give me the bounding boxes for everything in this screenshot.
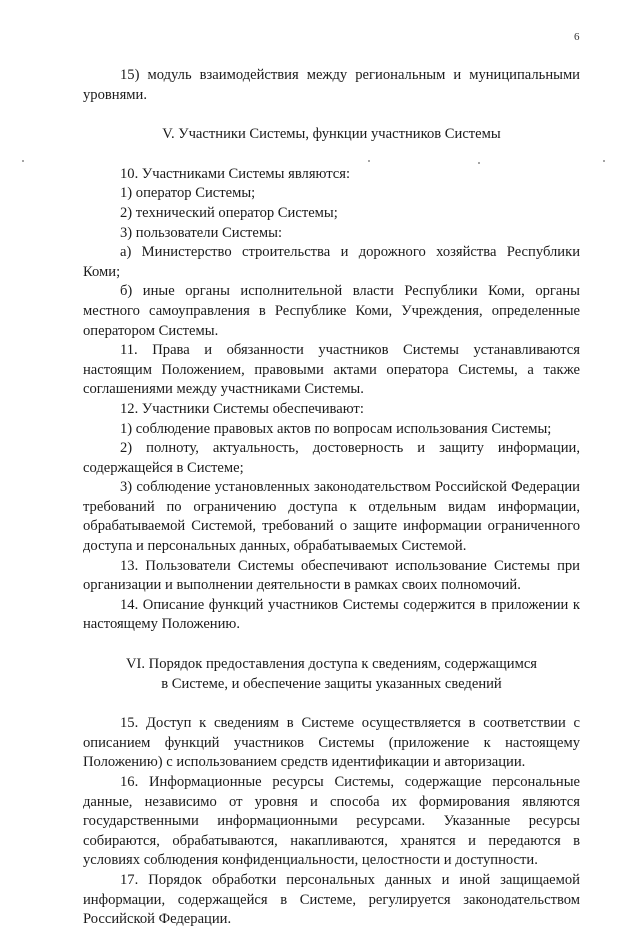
paragraph-15: 15. Доступ к сведениям в Системе осуществляется в соответствии с описанием функций участников Системы (приложение к настоящему Положению) с использованием средств идентификации и авторизации.	[83, 715, 580, 771]
paragraph-13: 13. Пользователи Системы обеспечивают использование Системы при организации и выполнении деятельности в рамках своих полномочий.	[83, 557, 580, 594]
paragraph-10-item-1: 1) оператор Системы;	[120, 185, 256, 202]
paragraph-12-item-2: 2) полноту, актуальность, достоверность и защиту информации, содержащейся в Системе;	[83, 440, 580, 476]
paragraph-10-item-3b: б) иные органы исполнительной власти Республики Коми, органы местного самоуправления в Республике Коми, Учреждения, определенные оператором Системы.	[83, 283, 580, 339]
section-6-heading	[83, 655, 580, 694]
section-6-heading-line-1: VI. Порядок предоставления доступа к сведениям, содержащимся	[125, 656, 538, 673]
paragraph-15-module: 15) модуль взаимодействия между региональным и муниципальными уровнями.	[83, 67, 580, 103]
paragraph-10-item-3a: а) Министерство строительства и дорожного хозяйства Республики Коми;	[83, 244, 580, 280]
paragraph-11: 11. Права и обязанности участников Системы устанавливаются настоящим Положением, правовыми актами оператора Системы, а также соглашениями между участниками Системы.	[83, 342, 580, 398]
paragraph-10-item-2: 2) технический оператор Системы;	[120, 204, 338, 221]
section-6-heading-line-2: в Системе, и обеспечение защиты указанных сведений	[161, 675, 502, 692]
scan-speck	[603, 160, 605, 162]
paragraph-12-item-3: 3) соблюдение установленных законодательством Российской Федерации требований по ограничению доступа к отдельным видам информации, обрабатываемой Системой, требований о защите информации ограниченного доступа и персональных данных, обрабатываемых Системой.	[83, 479, 580, 555]
paragraph-10-item-3: 3) пользователи Системы:	[120, 224, 282, 241]
document-body	[83, 66, 580, 930]
paragraph-10: 10. Участниками Системы являются:	[120, 165, 351, 182]
paragraph-12-item-1: 1) соблюдение правовых актов по вопросам использования Системы;	[120, 420, 552, 437]
scan-speck	[22, 160, 24, 162]
paragraph-17: 17. Порядок обработки персональных данных и иной защищаемой информации, содержащейся в Системе, регулируется законодательством Российской Федерации.	[83, 871, 580, 928]
paragraph-14: 14. Описание функций участников Системы содержится в приложении к настоящему Положению.	[83, 596, 580, 633]
paragraph-12: 12. Участники Системы обеспечивают:	[120, 400, 364, 417]
paragraph-16: 16. Информационные ресурсы Системы, содержащие персональные данные, независимо от уровня и способа их формирования являются государственными информационными ресурсами. Указанные ресурсы собираются, обрабатываются, накапливаются, хранятся и передаются в условиях соблюдения конфиденциальности, целостности и доступности.	[83, 774, 580, 869]
section-5-heading: V. Участники Системы, функции участников Системы	[162, 126, 501, 143]
page-number: 6	[574, 31, 580, 43]
